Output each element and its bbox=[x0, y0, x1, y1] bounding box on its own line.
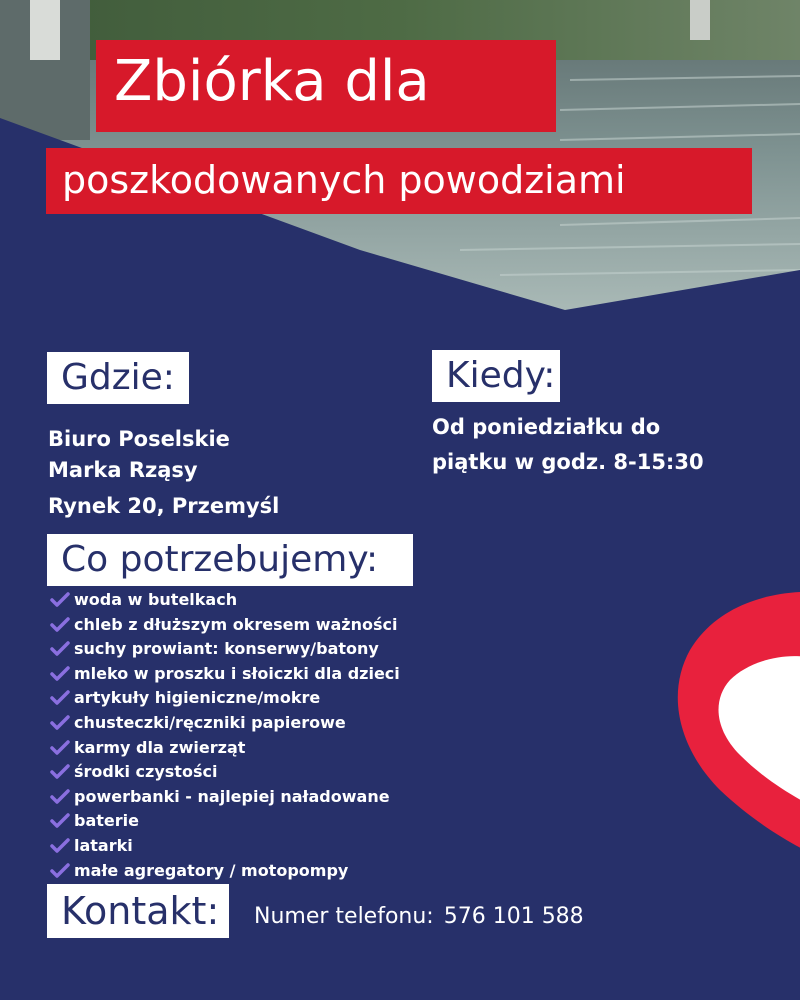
title-banner-line1 bbox=[96, 40, 556, 132]
check-icon bbox=[50, 740, 70, 756]
list-item-text: suchy prowiant: konserwy/batony bbox=[74, 639, 379, 659]
list-item-text: mleko w proszku i słoiczki dla dzieci bbox=[74, 663, 400, 683]
list-item bbox=[50, 785, 450, 810]
list-item-text: chleb z dłuższym okresem ważności bbox=[74, 614, 398, 634]
list-item-text: karmy dla zwierząt bbox=[74, 737, 246, 757]
where-line-2: Marka Rząsy bbox=[48, 458, 198, 482]
phone-label: Numer telefonu: bbox=[254, 904, 434, 929]
list-item bbox=[50, 834, 450, 859]
list-item-text: artykuły higieniczne/mokre bbox=[74, 688, 321, 708]
where-label-box bbox=[47, 352, 189, 404]
list-item-text: woda w butelkach bbox=[74, 590, 238, 609]
when-line-2: piątku w godz. 8-15:30 bbox=[432, 450, 704, 474]
list-item bbox=[50, 711, 450, 736]
needs-list bbox=[50, 588, 450, 883]
contact-label: Kontakt: bbox=[61, 889, 220, 933]
list-item-text: powerbanki - najlepiej naładowane bbox=[74, 786, 390, 806]
check-icon bbox=[50, 592, 70, 608]
where-line-3: Rynek 20, Przemyśl bbox=[48, 494, 280, 518]
phone-info bbox=[254, 902, 584, 932]
phone-number[interactable]: 576 101 588 bbox=[443, 904, 584, 929]
list-item bbox=[50, 662, 450, 687]
when-label: Kiedy: bbox=[446, 355, 556, 396]
when-line-1: Od poniedziałku do bbox=[432, 415, 661, 439]
list-item-text: chusteczki/ręczniki papierowe bbox=[74, 712, 346, 732]
when-label-box bbox=[432, 350, 560, 402]
where-line-1: Biuro Poselskie bbox=[48, 427, 230, 451]
heart-icon bbox=[660, 560, 800, 860]
list-item bbox=[50, 736, 450, 761]
title-line2: poszkodowanych powodziami bbox=[62, 158, 626, 202]
check-icon bbox=[50, 813, 70, 829]
check-icon bbox=[50, 666, 70, 682]
check-icon bbox=[50, 690, 70, 706]
list-item bbox=[50, 637, 450, 662]
check-icon bbox=[50, 764, 70, 780]
list-item bbox=[50, 613, 450, 638]
list-item bbox=[50, 686, 450, 711]
contact-label-box bbox=[47, 884, 229, 938]
title-line1: Zbiórka dla bbox=[114, 49, 430, 114]
where-label: Gdzie: bbox=[61, 357, 175, 398]
list-item-text: małe agregatory / motopompy bbox=[74, 860, 349, 880]
needs-label: Co potrzebujemy: bbox=[61, 539, 379, 580]
check-icon bbox=[50, 863, 70, 879]
check-icon bbox=[50, 641, 70, 657]
list-item bbox=[50, 588, 450, 613]
list-item bbox=[50, 859, 450, 884]
list-item bbox=[50, 809, 450, 834]
check-icon bbox=[50, 715, 70, 731]
check-icon bbox=[50, 617, 70, 633]
list-item-text: baterie bbox=[74, 811, 139, 831]
list-item-text: latarki bbox=[74, 835, 133, 855]
check-icon bbox=[50, 838, 70, 854]
list-item-text: środki czystości bbox=[74, 762, 218, 782]
needs-label-box bbox=[47, 534, 413, 586]
check-icon bbox=[50, 789, 70, 805]
title-banner-line2 bbox=[46, 148, 752, 214]
list-item bbox=[50, 760, 450, 785]
